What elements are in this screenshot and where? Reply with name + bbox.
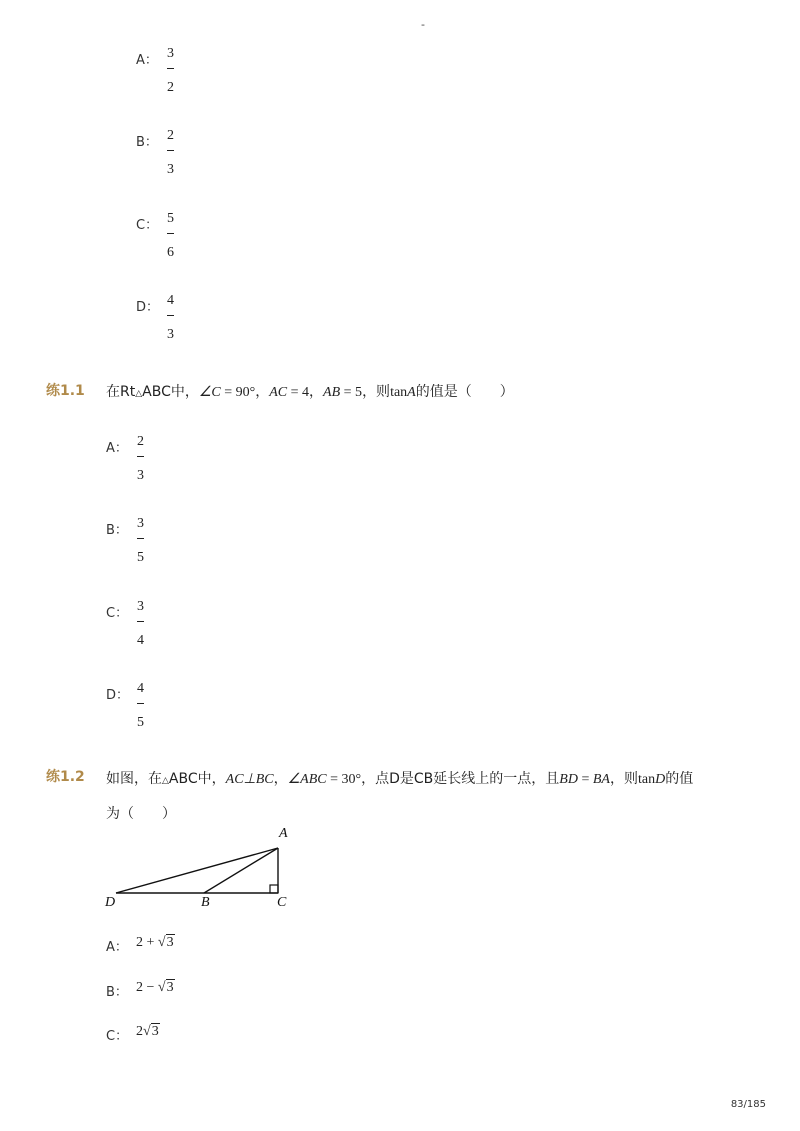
- fraction-denominator: 6: [167, 245, 174, 260]
- option-letter: B：: [106, 985, 128, 1000]
- fraction-numerator: 3: [137, 516, 144, 531]
- fraction-numerator: 2: [137, 434, 144, 449]
- fraction-denominator: 5: [137, 550, 144, 565]
- label-b: B: [201, 895, 210, 910]
- expr-prefix: 2 −: [136, 980, 158, 995]
- radicand: 3: [166, 980, 174, 995]
- fraction-bar: [137, 456, 144, 457]
- fraction-bar: [137, 621, 144, 622]
- right-angle-mark: [270, 885, 278, 893]
- label-c: C: [277, 895, 287, 910]
- fraction-denominator: 4: [137, 633, 144, 648]
- radical-sign: √: [143, 1024, 151, 1039]
- math-ba: BA: [592, 772, 610, 787]
- fraction-numerator: 4: [137, 681, 144, 696]
- option-letter: C：: [106, 1029, 129, 1044]
- fraction-bar: [167, 68, 174, 69]
- header-dash: -: [421, 18, 425, 31]
- question-1-1-text: [106, 381, 514, 401]
- line-ba: [204, 848, 278, 893]
- math-value: = 4: [287, 385, 310, 400]
- math-ab: AB: [323, 385, 341, 400]
- math-var: D: [655, 772, 666, 787]
- line-da: [116, 848, 278, 893]
- fraction-denominator: 3: [137, 468, 144, 483]
- q2-option-c-expression: [136, 1024, 160, 1040]
- option-letter: A：: [106, 940, 128, 955]
- fraction-numerator: 5: [167, 211, 174, 226]
- math-var: A: [407, 385, 416, 400]
- text-part: 的值是（ ）: [415, 384, 514, 400]
- fraction-numerator: 4: [167, 293, 174, 308]
- question-1-2-text-line2: 为（ ）: [106, 806, 176, 822]
- triangle-symbol: △: [135, 389, 143, 399]
- text-part: 如图，在: [106, 771, 162, 787]
- math-value: = 5: [340, 385, 363, 400]
- text-part: ，: [255, 384, 270, 400]
- expr-prefix: 2 +: [136, 935, 158, 950]
- question-tag-1-2: 练1.2: [46, 769, 85, 785]
- fraction-bar: [167, 150, 174, 151]
- math-value: = 30°: [326, 772, 362, 787]
- text-part: ABC中，: [168, 771, 226, 787]
- text-part: ，则: [609, 771, 638, 787]
- fraction-denominator: 5: [137, 715, 144, 730]
- sqrt: [158, 935, 175, 951]
- option-letter: B：: [136, 135, 158, 150]
- text-part: ，: [273, 771, 288, 787]
- math-tan: tan: [390, 385, 408, 400]
- text-part: 在Rt: [106, 384, 136, 400]
- label-d: D: [105, 895, 116, 910]
- fraction-numerator: 3: [137, 599, 144, 614]
- math-angle-abc: ∠ABC: [287, 772, 327, 787]
- text-part: ，: [309, 384, 324, 400]
- option-letter: C：: [106, 606, 129, 621]
- radicand: 3: [151, 1024, 159, 1039]
- text-part: 的值: [665, 771, 694, 787]
- q2-option-a-expression: [136, 935, 175, 951]
- fraction-bar: [167, 315, 174, 316]
- page-number: 83/185: [730, 1099, 766, 1110]
- math-value: = 90°: [220, 385, 256, 400]
- label-a: A: [279, 826, 288, 841]
- option-letter: B：: [106, 523, 128, 538]
- sqrt: [158, 980, 175, 996]
- fraction-denominator: 3: [167, 162, 174, 177]
- fraction-numerator: 2: [167, 128, 174, 143]
- text-part: ABC中，: [142, 384, 199, 400]
- triangle-figure: [100, 820, 300, 912]
- option-letter: A：: [106, 441, 128, 456]
- math-eq: =: [577, 772, 593, 787]
- fraction-bar: [137, 703, 144, 704]
- fraction-bar: [137, 538, 144, 539]
- option-letter: C：: [136, 218, 159, 233]
- triangle-symbol: △: [162, 776, 169, 786]
- fraction-bar: [167, 233, 174, 234]
- option-letter: A：: [136, 53, 158, 68]
- math-ac: AC: [269, 385, 288, 400]
- text-part: ，点D是CB延长线上的一点，且: [361, 771, 560, 787]
- radical-sign: √: [157, 980, 166, 995]
- text-part: ，则: [362, 384, 391, 400]
- option-letter: D：: [106, 688, 130, 703]
- radicand: 3: [166, 935, 174, 950]
- fraction-numerator: 3: [167, 46, 174, 61]
- math-bd: BD: [559, 772, 578, 787]
- fraction-denominator: 3: [167, 327, 174, 342]
- radical-sign: √: [157, 935, 166, 950]
- q2-option-b-expression: [136, 980, 175, 996]
- math-tan: tan: [637, 772, 656, 787]
- sqrt: [143, 1024, 160, 1040]
- fraction-denominator: 2: [167, 80, 174, 95]
- expr-prefix: 2: [136, 1024, 143, 1039]
- math-angle-c: ∠C: [198, 385, 221, 400]
- math-perpendicular: AC⊥BC: [225, 772, 274, 787]
- question-tag-1-1: 练1.1: [46, 383, 85, 399]
- question-1-2-text-line1: [106, 768, 693, 788]
- option-letter: D：: [136, 300, 160, 315]
